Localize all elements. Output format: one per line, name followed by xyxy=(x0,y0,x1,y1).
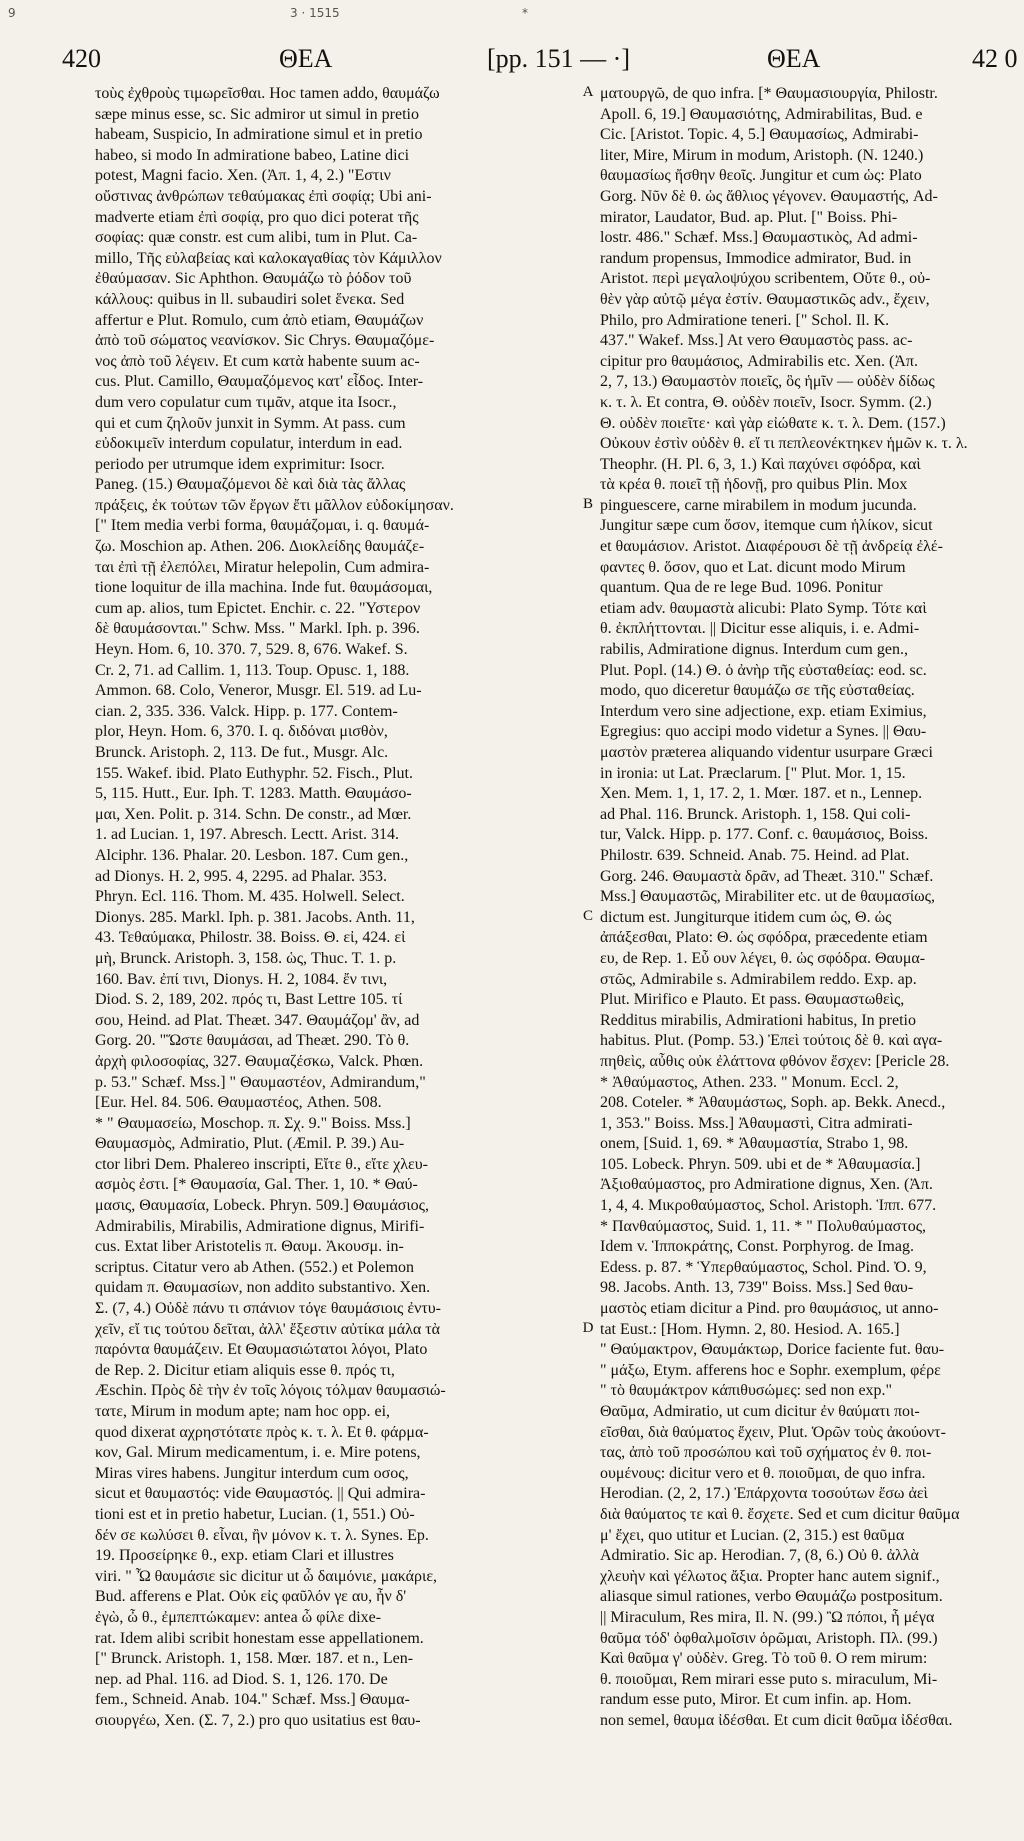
text-line: et θαυμάσιον. Aristot. Διαφέρουσι δὲ τῇ ἀνδρείᾳ ἐλέ- xyxy=(600,538,943,556)
section-marker-c: C xyxy=(582,908,593,924)
text-line: sicut et θαυμαστός: vide Θαυμαστός. || Qui admira- xyxy=(95,1485,426,1503)
text-line: rabilis, Admiratione dignus. Interdum cum gen., xyxy=(600,641,908,659)
left-column xyxy=(95,84,577,1732)
text-line: Theophr. (H. Pl. 6, 3, 1.) Καὶ παχύνει σφόδρα, καὶ xyxy=(600,455,921,473)
text-line: εῖσθαι, διὰ θαύματος ἔχειν, Plut. Ὁρῶν τοὺς ἀκούοντ- xyxy=(600,1423,946,1441)
text-line: onem, [Suid. 1, 69. * Ἀθαυμαστία, Strabo 1, 98. xyxy=(600,1135,909,1153)
text-line: μαστὸς etiam dicitur a Pind. pro θαυμάσιος, ut anno- xyxy=(600,1300,939,1318)
text-line: Philostr. 639. Schneid. Anab. 75. Heind. ad Plat. xyxy=(600,846,910,864)
text-line: periodo per utrumque idem exprimitur: Isocr. xyxy=(95,455,385,473)
text-line: Gorg. Νῦν δὲ θ. ὡς ἄθλιος γέγονεν. Θαυμαστής, Ad- xyxy=(600,187,938,205)
text-line: Xen. Mem. 1, 1, 17. 2, 1. Mœr. 187. et n., Lennep. xyxy=(600,785,923,803)
text-line: φαντες θ. ὅσον, quo et Lat. dicunt modo Mirum xyxy=(600,558,906,576)
text-line: ctor libri Dem. Phalereo inscripti, Εἴτε θ., εἴτε χλευ- xyxy=(95,1155,428,1173)
text-line: κον, Gal. Mirum medicamentum, i. e. Mire potens, xyxy=(95,1444,421,1462)
text-line: ἀπάξεσθαι, Plato: Θ. ὡς σφόδρα, præcedente etiam xyxy=(600,929,928,947)
text-line: κ. τ. λ. Et contra, Θ. οὐδὲν ποιεῖν, Isocr. Symm. (2.) xyxy=(600,393,932,411)
text-line: Idem v. Ἱπποκράτης, Const. Porphyrog. de Imag. xyxy=(600,1238,914,1256)
text-line: Heyn. Hom. 6, 10. 370. 7, 529. 8, 676. Wakef. S. xyxy=(95,641,408,659)
text-line: τατε, Mirum in modum apte; nam hoc opp. ei, xyxy=(95,1403,391,1420)
text-line: Alciphr. 136. Phalar. 20. Lesbon. 187. Cum gen., xyxy=(95,846,409,864)
text-line: qui et cum ζηλοῦν junxit in Symm. At pass. cum xyxy=(95,414,406,432)
text-line: aliasque simul rationes, verbo Θαυμάζω postpositum. xyxy=(600,1588,943,1606)
text-line: Egregius: quo accipi modo videtur a Synes. || Θαυ- xyxy=(600,723,927,741)
header-word-left: ΘΕΑ xyxy=(279,44,333,73)
text-line: Bud. afferens e Plat. Οὐκ εἰς φαῦλόν γε αυ, ἦν δ' xyxy=(95,1588,407,1606)
text-line: ad Dionys. H. 2, 995. 4, 2295. ad Phalar. 353. xyxy=(95,867,387,885)
text-line: νος ἀπὸ τοῦ λέγειν. Et cum κατὰ habente suum ac- xyxy=(95,352,420,370)
text-line: Dionys. 285. Markl. Iph. p. 381. Jacobs. Anth. 11, xyxy=(95,908,415,926)
text-line: Gorg. 20. "Ὥστε θαυμάσαι, ad Theæt. 290. Τὸ θ. xyxy=(95,1032,410,1050)
scan-catalog-mark: 3 · 1515 xyxy=(290,6,340,20)
text-line: 43. Τεθαύμακα, Philostr. 38. Boiss. Θ. εἰ, 424. εἰ xyxy=(95,929,406,947)
text-line: lostr. 486." Schæf. Mss.] Θαυμαστικὸς, Ad admi- xyxy=(600,229,918,247)
right-column xyxy=(600,84,1020,1732)
text-line: tur, Valck. Hipp. p. 177. Conf. c. θαυμάσιος, Boiss. xyxy=(600,826,929,844)
text-line: habeam, Suspicio, In admiratione simul et in pretio xyxy=(95,126,423,144)
text-line: κάλλους: quibus in ll. subaudiri solet ἕνεκα. Sed xyxy=(95,290,405,308)
header-word-right: ΘΕΑ xyxy=(767,44,821,73)
text-line: 98. Jacobs. Anth. 13, 739" Boiss. Mss.] Sed θαυ- xyxy=(600,1279,914,1297)
text-line: θ. ἐκπλήττονται. || Dicitur esse aliquis, i. e. Admi- xyxy=(600,620,920,638)
text-line: τοὺς ἐχθροὺς τιμωρεῖσθαι. Hoc tamen addo, θαυμάζω xyxy=(95,85,440,102)
text-line: dum vero copulatur cum τιμᾶν, atque ita Isocr., xyxy=(95,393,397,411)
text-line: dictum est. Jungiturque itidem cum ὡς, Θ. ὡς xyxy=(600,908,892,926)
text-line: sæpe minus esse, sc. Sic admiror ut simul in pretio xyxy=(95,105,419,123)
text-line: plor, Heyn. Hom. 6, 370. I. q. διδόναι μισθὸν, xyxy=(95,723,388,741)
scan-asterisk-mark: * xyxy=(522,6,528,20)
text-line: Interdum vero sine adjectione, exp. etiam Eximius, xyxy=(600,702,927,720)
text-line: habitus. Plut. (Pomp. 53.) Ἐπεὶ τούτοις δὲ θ. καὶ αγα- xyxy=(600,1032,943,1050)
text-line: viri. " Ὦ θαυμάσιε sic dicitur ut ὦ δαιμόνιε, μακάριε, xyxy=(95,1567,438,1585)
text-line: θὲν γὰρ αὐτῷ μέγα ἐστίν. Θαυμαστικῶς adv., ἔχειν, xyxy=(600,290,930,308)
text-line: tat Eust.: [Hom. Hymn. 2, 80. Hesiod. A. 165.] xyxy=(600,1320,900,1338)
text-line: Paneg. (15.) Θαυμαζόμενοι δὲ καὶ διὰ τὰς ἄλλας xyxy=(95,476,406,494)
text-line: Θ. οὐδὲν ποιεῖτε· καὶ γὰρ εἰώθατε κ. τ. λ. Dem. (157.) xyxy=(600,414,946,432)
text-line: quod dixerat αχρηστότατε πρὸς κ. τ. λ. Et θ. φάρμα- xyxy=(95,1423,429,1441)
text-line: Redditus mirabilis, Admirationi habitus, In pretio xyxy=(600,1011,916,1029)
text-line: διὰ θαύματος τε καὶ θ. ἔσχετε. Sed et cum dicitur θαῦμα xyxy=(600,1505,960,1523)
text-line: cum ap. alios, tum Epictet. Enchir. c. 22. "Υστερον xyxy=(95,599,421,617)
text-line: Diod. S. 2, 189, 202. πρός τι, Bast Lettre 105. τί xyxy=(95,991,403,1009)
text-line: μαστὸν præterea aliquando videntur usurpare Græci xyxy=(600,744,933,761)
text-line: 5, 115. Hutt., Eur. Iph. T. 1283. Matth. Θαυμάσο- xyxy=(95,785,412,803)
text-line: [Eur. Hel. 84. 506. Θαυμαστέος, Athen. 508. xyxy=(95,1094,382,1112)
text-line: μασις, Θαυμασία, Lobeck. Phryn. 509.] Θαυμάσιος, xyxy=(95,1197,429,1215)
text-line: pinguescere, carne mirabilem in modum jucunda. xyxy=(600,496,917,514)
text-line: " Θαύμακτρον, Θαυμάκτωρ, Dorice faciente fut. θαυ- xyxy=(600,1341,945,1359)
text-line: fem., Schneid. Anab. 104." Schæf. Mss.] Θαυμα- xyxy=(95,1691,410,1709)
text-line: scriptus. Citatur vero ab Athen. (552.) et Polemon xyxy=(95,1258,415,1276)
text-line: Edess. p. 87. * Ὑπερθαύμαστος, Schol. Pind. Ὀ. 9, xyxy=(600,1258,927,1276)
text-line: * Ἀθαύμαστος, Athen. 233. " Monum. Eccl. 2, xyxy=(600,1073,899,1091)
text-line: cus. Plut. Camillo, Θαυμαζόμενος κατ' εἶδος. Inter- xyxy=(95,373,424,391)
text-line: etiam adv. θαυμαστὰ alicubi: Plato Symp. Τότε καὶ xyxy=(600,599,927,617)
text-line: Plut. Popl. (14.) Θ. ὁ ἀνὴρ τῆς εὐσταθείας: eod. sc. xyxy=(600,661,927,679)
text-line: mirator, Laudator, Bud. ap. Plut. [" Boiss. Phi- xyxy=(600,208,898,226)
text-line: σου, Heind. ad Plat. Theæt. 347. Θαυμάζομ' ἂν, ad xyxy=(95,1011,420,1029)
text-line: cipitur pro θαυμάσιος, Admirabilis etc. Xen. (Ἀπ. xyxy=(600,352,918,370)
text-line: Apoll. 6, 19.] Θαυμασιότης, Admirabilitas, Bud. e xyxy=(600,105,923,123)
text-line: ματουργῶ, de quo infra. [* Θαυμασιουργία, Philostr. xyxy=(600,85,938,102)
text-line: randum esse puto, Miror. Et cum infin. ap. Hom. xyxy=(600,1691,912,1709)
text-line: potest, Magni facio. Xen. (Ἀπ. 1, 4, 2.) "Εστιν xyxy=(95,167,391,185)
running-header xyxy=(62,44,1016,78)
text-line: Σ. (7, 4.) Οὐδὲ πάνυ τι σπάνιον τόγε θαυμάσιοις ἐντυ- xyxy=(95,1300,441,1318)
text-line: ἐγὼ, ὦ θ., ἐμπεπτώκαμεν: antea ὦ φίλε dixe- xyxy=(95,1608,382,1626)
text-line: ται ἐπὶ τῇ ἐλεπόλει, Miratur helepolin, Cum admira- xyxy=(95,558,430,576)
text-line: Phryn. Ecl. 116. Thom. M. 435. Holwell. Select. xyxy=(95,888,405,906)
text-line: Brunck. Aristoph. 2, 113. De fut., Musgr. Alc. xyxy=(95,744,389,761)
text-line: 2, 7, 13.) Θαυμαστὸν ποιεῖς, ὃς ἡμῖν — οὐδὲν δίδως xyxy=(600,373,935,391)
text-line: cus. Extat liber Aristotelis π. Θαυμ. Ἀκουσμ. in- xyxy=(95,1238,404,1256)
text-line: [" Item media verbi forma, θαυμάζομαι, i. q. θαυμά- xyxy=(95,517,430,535)
text-line: μ' ἔχει, quo utitur et Lucian. (2, 315.) est θαῦμα xyxy=(600,1526,905,1544)
text-line: Plut. Mirifico e Plauto. Et pass. Θαυμαστωθεὶς, xyxy=(600,991,905,1009)
section-marker-b: B xyxy=(582,496,593,512)
text-line: Miras vires habens. Jungitur interdum cum οσος, xyxy=(95,1464,409,1482)
text-line: δὲ θαυμάσονται." Schw. Mss. " Markl. Iph. p. 396. xyxy=(95,620,420,638)
text-line: θ. ποιοῦμαι, Rem mirari esse puto s. miraculum, Mi- xyxy=(600,1670,938,1688)
text-line: Θαῦμα, Admiratio, ut cum dicitur ἐν θαύματι ποι- xyxy=(600,1403,920,1420)
text-line: πηθεὶς, αὖθις οὐκ ἐλάττονα φθόνον ἔσχεν: [Pericle 28. xyxy=(600,1052,950,1070)
text-line: ἀρχὴ φιλοσοφίας, 327. Θαυμαζέσκω, Valck. Phœn. xyxy=(95,1052,424,1070)
text-line: quantum. Qua de re lege Bud. 1096. Ponitur xyxy=(600,579,883,597)
text-line: θαῦμα τόδ' ὀφθαλμοῖσιν ὁρῶμαι, Aristoph. Πλ. (99.) xyxy=(600,1629,938,1647)
text-line: στῶς, Admirabile s. Admirabilem reddo. Exp. ap. xyxy=(600,970,917,988)
text-line: παρόντα θαυμάζειν. Et Θαυμασιώτατοι λόγοι, Plato xyxy=(95,1341,428,1359)
text-line: πράξεις, ἐκ τούτων τῶν ἔργων ἔτι μᾶλλον εὐδοκίμησαν. xyxy=(95,496,454,514)
text-line: non semel, θαυμα ἰδέσθαι. Et cum dicit θαῦμα ἰδέσθαι. xyxy=(600,1711,953,1729)
text-line: Philo, pro Admiratione teneri. [" Schol. Il. K. xyxy=(600,311,890,329)
section-marker-a: A xyxy=(582,84,594,100)
text-line: χλευὴν καὶ γέλωτος ἄξια. Propter hanc autem signif., xyxy=(600,1567,940,1585)
text-line: 208. Coteler. * Ἀθαυμάστως, Soph. ap. Bekk. Anecd., xyxy=(600,1094,946,1112)
page-range: [pp. 151 — ·] xyxy=(487,44,630,73)
text-line: Cic. [Aristot. Topic. 4, 5.] Θαυμασίως, Admirabi- xyxy=(600,126,919,144)
text-line: εὐδοκιμεῖν interdum copulatur, interdum in ead. xyxy=(95,435,403,453)
text-line: Gorg. 246. Θαυμαστὰ δρᾶν, ad Theæt. 310." Schæf. xyxy=(600,867,934,885)
text-line: cian. 2, 335. 336. Valck. Hipp. p. 177. Contem- xyxy=(95,702,398,720)
text-line: σοφίας: quæ constr. est cum alibi, tum in Plut. Ca- xyxy=(95,229,418,247)
text-line: τὰ κρέα θ. ποιεῖ τῇ ἡδονῇ, pro quibus Plin. Mox xyxy=(600,476,908,494)
text-line: Οὐκουν ἐστὶν οὐδὲν θ. εἴ τι πεπλεονέκτηκεν ἡμῶν κ. τ. λ. xyxy=(600,435,968,453)
text-line: ἐθαύμασαν. Sic Aphthon. Θαυμάζω τὸ ῥόδον τοῦ xyxy=(95,270,412,288)
text-line: 437." Wakef. Mss.] At vero Θαυμαστὸς pass. ac- xyxy=(600,332,913,350)
text-line: μαι, Xen. Polit. p. 314. Schn. De constr., ad Mœr. xyxy=(95,805,412,823)
text-line: * Πανθαύμαστος, Suid. 1, 11. * " Πολυθαύμαστος, xyxy=(600,1217,927,1235)
text-line: 1, 4, 4. Μικροθαύμαστος, Schol. Aristoph. Ἱππ. 677. xyxy=(600,1197,937,1215)
text-line: ευ, de Rep. 1. Εὖ ουν λέγει, θ. ὡς σφόδρα. Θαυμα- xyxy=(600,949,926,967)
text-line: " μάξω, Etym. afferens hoc e Sophr. exemplum, φέρε xyxy=(600,1361,941,1379)
text-line: tione loquitur de illa machina. Inde fut. θαυμάσομαι, xyxy=(95,579,433,597)
text-line: 19. Προσείρηκε θ., exp. etiam Clari et illustres xyxy=(95,1547,394,1565)
text-line: de Rep. 2. Dicitur etiam aliquis esse θ. πρός τι, xyxy=(95,1361,395,1379)
text-line: Admiratio. Sic ap. Herodian. 7, (8, 6.) Οὐ θ. ἀλλὰ xyxy=(600,1547,919,1565)
text-line: tioni est et in pretio habetur, Lucian. (1, 551.) Οὐ- xyxy=(95,1505,415,1523)
text-line: Admirabilis, Mirabilis, Admiratione dignus, Mirifi- xyxy=(95,1217,425,1235)
text-line: Ammon. 68. Colo, Veneror, Musgr. El. 519. ad Lu- xyxy=(95,682,422,700)
page-number-left: 420 xyxy=(62,44,101,73)
text-line: ασμὸς ἐστι. [* Θαυμασία, Gal. Ther. 1, 10. * Θαύ- xyxy=(95,1176,418,1194)
text-line: Mss.] Θαυμαστῶς, Mirabiliter etc. ut de θαυμασίως, xyxy=(600,888,935,906)
text-line: randum propensus, Immodice admirator, Bud. in xyxy=(600,249,912,267)
text-line: 160. Bav. ἐπί τινι, Dionys. H. 2, 1084. ἔν τινι, xyxy=(95,970,388,988)
text-line: ad Phal. 116. Brunck. Aristoph. 1, 158. Qui coli- xyxy=(600,805,911,823)
text-line: * " Θαυμασείω, Moschop. π. Σχ. 9." Boiss. Mss.] xyxy=(95,1114,411,1132)
text-line: 1. ad Lucian. 1, 197. Abresch. Lectt. Arist. 314. xyxy=(95,826,399,844)
text-line: τας, ἀπὸ τοῦ προσώπου καὶ τοῦ σχήματος ἐν θ. ποι- xyxy=(600,1444,932,1462)
text-line: δέν σε κωλύσει θ. εἶναι, ἢν μόνον κ. τ. λ. Synes. Ep. xyxy=(95,1526,429,1544)
text-line: Καὶ θαῦμα γ' οὐδὲν. Greg. Τὸ τοῦ θ. O rem mirum: xyxy=(600,1650,928,1668)
text-line: quidam π. Θαυμασίων, non addito substantivo. Xen. xyxy=(95,1279,431,1297)
text-line: p. 53." Schæf. Mss.] " Θαυμαστέον, Admirandum," xyxy=(95,1073,426,1091)
text-line: madverte etiam ἐπὶ σοφίᾳ, pro quo dici poterat τῆς xyxy=(95,208,419,226)
text-line: Herodian. (2, 2, 17.) Ἐπάρχοντα τοσούτων ἔσω ἀεὶ xyxy=(600,1485,928,1503)
text-line: || Miraculum, Res mira, Il. N. (99.) Ὢ πόποι, ἦ μέγα xyxy=(600,1608,935,1626)
text-line: millo, Τῆς εὐλαβείας καὶ καλοκαγαθίας τὸν Κάμιλλον xyxy=(95,249,442,267)
text-line: μὴ, Brunck. Aristoph. 3, 158. ὡς, Thuc. T. 1. p. xyxy=(95,949,397,967)
text-line: [" Brunck. Aristoph. 1, 158. Mœr. 187. et n., Len- xyxy=(95,1650,414,1668)
text-line: habeo, si modo In admiratione babeo, Latine dici xyxy=(95,146,410,164)
text-line: Ἀξιοθαύμαστος, pro Admiratione dignus, Xen. (Ἀπ. xyxy=(600,1176,933,1194)
text-line: ζω. Moschion ap. Athen. 206. Διοκλείδης θαυμάζε- xyxy=(95,538,425,556)
text-line: liter, Mire, Mirum in modum, Aristoph. (N. 1240.) xyxy=(600,146,924,164)
page-number-right: 42 0 xyxy=(972,44,1018,73)
text-line: ἀπὸ τοῦ σώματος νεανίσκον. Sic Chrys. Θαυμαζόμε- xyxy=(95,332,435,350)
text-line: 155. Wakef. ibid. Plato Euthyphr. 52. Fisch., Plut. xyxy=(95,764,413,782)
text-line: modo, quo diceretur θαυμάζω σε τῆς εὐσταθείας. xyxy=(600,682,915,700)
text-line: Aristot. περὶ μεγαλοψύχου scribentem, Οὔτε θ., οὐ- xyxy=(600,270,931,288)
text-line: σιουργέω, Xen. (Σ. 7, 2.) pro quo usitatius est θαυ- xyxy=(95,1711,421,1729)
text-line: 105. Lobeck. Phryn. 509. ubi et de * Ἀθαυμασία.] xyxy=(600,1155,921,1173)
text-line: Cr. 2, 71. ad Callim. 1, 113. Toup. Opusc. 1, 188. xyxy=(95,661,410,679)
text-line: in ironia: ut Lat. Præclarum. [" Plut. Mor. 1, 15. xyxy=(600,764,906,782)
text-line: Θαυμασμὸς, Admiratio, Plut. (Æmil. P. 39.) Au- xyxy=(95,1135,405,1153)
text-line: χεῖν, εἴ τις τούτου δεῖται, ἀλλ' ἔξεστιν αὐτίκα μάλα τὰ xyxy=(95,1320,441,1338)
text-line: θαυμασίως ἤσθην θεοῖς. Jungitur et cum ὡς: Plato xyxy=(600,167,922,185)
text-line: rat. Idem alibi scribit honestam esse appellationem. xyxy=(95,1629,424,1647)
section-marker-d: D xyxy=(582,1320,594,1336)
text-line: Æschin. Πρὸς δὲ τὴν ἐν τοῖς λόγοις τόλμαν θαυμασιώ- xyxy=(95,1382,446,1400)
text-line: " τὸ θαυμάκτρον κάπιθυσώμες: sed non exp." xyxy=(600,1382,893,1400)
text-line: 1, 353." Boiss. Mss.] Ἀθαυμαστὶ, Citra admirati- xyxy=(600,1114,913,1132)
text-line: οὔστινας ἀνθρώπων τεθαύμακας ἐπὶ σοφίᾳ; Ubi ani- xyxy=(95,187,432,205)
text-line: affertur e Plut. Romulo, cum ἀπὸ etiam, Θαυμάζων xyxy=(95,311,424,329)
text-line: Jungitur sæpe cum ὅσον, itemque cum ἡλίκον, sicut xyxy=(600,517,933,535)
scan-corner-mark: 9 xyxy=(8,6,16,20)
text-line: nep. ad Phal. 116. ad Diod. S. 1, 126. 170. De xyxy=(95,1670,388,1688)
text-line: ουμένους: dicitur vero et θ. ποιοῦμαι, de quo infra. xyxy=(600,1464,926,1482)
